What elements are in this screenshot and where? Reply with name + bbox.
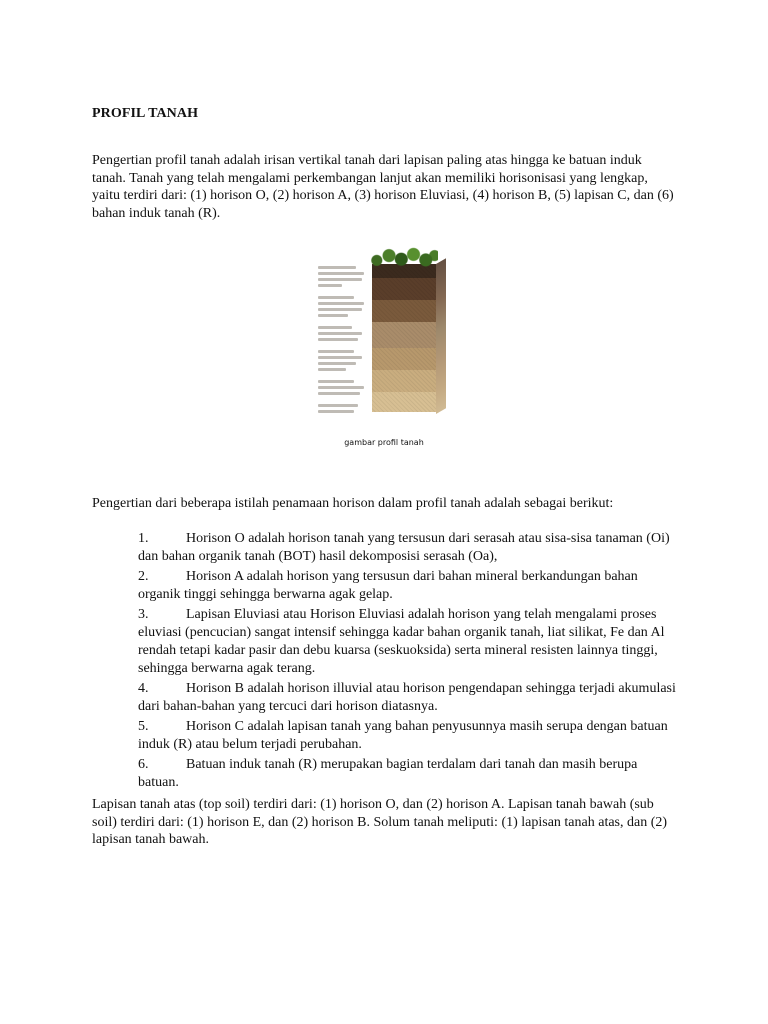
soil-layer-b-upper: [372, 322, 436, 348]
list-item-number: 5.: [138, 719, 149, 734]
list-item-text: Horison C adalah lapisan tanah yang bahan penyusunnya masih serupa dengan batuan induk (R) atau belum terjadi perubahan.: [138, 719, 668, 752]
soil-layer-b-lower: [372, 348, 436, 370]
intro-paragraph: Pengertian profil tanah adalah irisan vertikal tanah dari lapisan paling atas hingga ke batuan induk tanah. Tanah yang telah mengalami perkembangan lanjut akan memiliki horisonisasi yang lengkap, yaitu terdiri dari: (1) horison O, (2) horison A, (3) horison Eluviasi, (4) horison B, (5) lapisan C, dan (6) bahan induk tanah (R).: [92, 153, 674, 221]
soil-layer-c: [372, 370, 436, 392]
list-item-number: 3.: [138, 607, 149, 622]
list-item-text: Batuan induk tanah (R) merupakan bagian terdalam dari tanah dan masih berupa batuan.: [138, 757, 638, 790]
list-item: [138, 718, 678, 754]
horizon-list: [138, 530, 678, 794]
list-item-text: Horison O adalah horison tanah yang tersusun dari serasah atau sisa-sisa tanaman (Oi) dan bahan organik tanah (BOT) hasil dekomposisi serasah (Oa),: [138, 531, 670, 564]
list-item-number: 4.: [138, 681, 149, 696]
soil-layer-a: [372, 278, 436, 300]
list-item: [138, 606, 678, 678]
soil-profile-figure: [316, 236, 452, 414]
figure-caption: gambar profil tanah: [344, 438, 424, 447]
list-item: [138, 756, 678, 792]
list-item-number: 2.: [138, 569, 149, 584]
soil-column: [372, 246, 436, 412]
list-item: [138, 530, 678, 566]
list-item: [138, 680, 678, 716]
soil-layer-e: [372, 300, 436, 322]
list-item-text: Horison B adalah horison illuvial atau horison pengendapan sehingga terjadi akumulasi dari bahan-bahan yang tercuci dari horison diatasnya.: [138, 681, 676, 714]
closing-paragraph: Lapisan tanah atas (top soil) terdiri dari: (1) horison O, dan (2) horison A. Lapisan tanah bawah (sub soil) terdiri dari: (1) horison E, dan (2) horison B. Solum tanah meliputi: (1) lapisan tanah atas, dan (2) lapisan tanah bawah.: [92, 797, 668, 847]
list-item-text: Horison A adalah horison yang tersusun dari bahan mineral berkandungan bahan organik tinggi sehingga berwarna agak gelap.: [138, 569, 638, 602]
soil-layer-r: [372, 392, 436, 412]
lead-paragraph: Pengertian dari beberapa istilah penamaan horison dalam profil tanah adalah sebagai berikut:: [92, 496, 614, 511]
figure-label-block: [318, 262, 370, 412]
grass-surface: [370, 246, 438, 270]
list-item-number: 6.: [138, 757, 149, 772]
soil-column-side: [436, 258, 446, 414]
page-title: PROFIL TANAH: [92, 106, 199, 121]
list-item-number: 1.: [138, 531, 149, 546]
list-item: [138, 568, 678, 604]
list-item-text: Lapisan Eluviasi atau Horison Eluviasi adalah horison yang telah mengalami proses eluviasi (pencucian) sangat intensif sehingga kadar bahan organik tanah, liat silikat, Fe dan Al rendah tetapi kadar pasir dan debu kuarsa (seskuoksida) serta mineral resisten lainnya tinggi, sehingga berwarna agak terang.: [138, 607, 665, 676]
